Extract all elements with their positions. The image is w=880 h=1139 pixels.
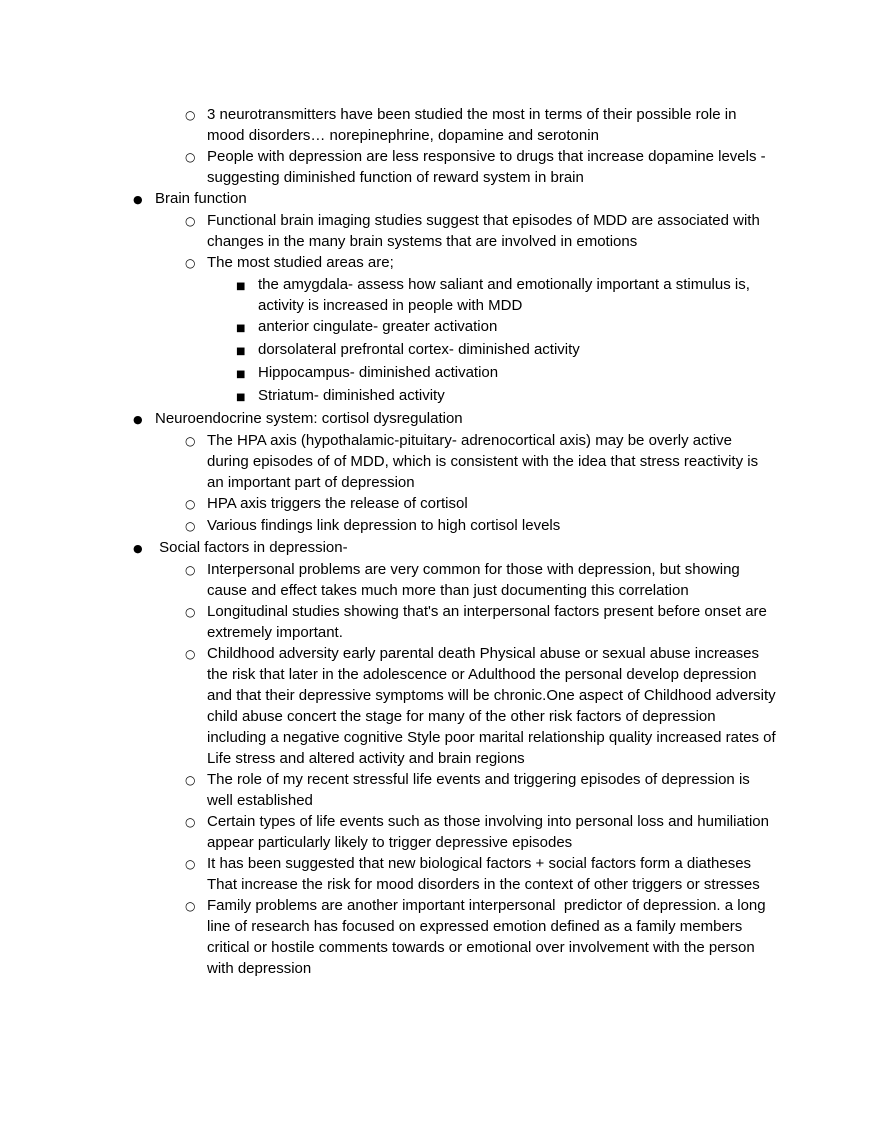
list-item — [0, 408, 776, 430]
list-item-text: People with depression are less responsive to drugs that increase dopamine levels - suggesting diminished function of reward system in brain — [207, 148, 770, 186]
list-item — [0, 601, 776, 643]
disc-bullet-icon: ● — [133, 542, 143, 555]
list-item-text: the amygdala- assess how saliant and emotionally important a stimulus is, activity is increased in people with MDD — [258, 276, 755, 314]
square-bullet-icon: ■ — [236, 346, 246, 357]
list-item-text: HPA axis triggers the release of cortisol — [207, 495, 468, 512]
list-item-text: The role of my recent stressful life events and triggering episodes of depression is well established — [207, 771, 754, 809]
list-item — [0, 252, 776, 274]
list-item-text: dorsolateral prefrontal cortex- diminished activity — [258, 341, 580, 358]
square-bullet-icon: ■ — [236, 369, 246, 380]
list-item-text: Functional brain imaging studies suggest that episodes of MDD are associated with changes in the many brain systems that are involved in emotions — [207, 212, 764, 250]
circle-bullet-icon: ○ — [185, 519, 196, 533]
list-item — [0, 146, 776, 188]
list-item-text: The HPA axis (hypothalamic-pituitary- adrenocortical axis) may be overly active during episodes of of MDD, which is consistent with the idea that stress reactivity is an important part of depression — [207, 432, 763, 491]
circle-bullet-icon: ○ — [185, 899, 196, 913]
list-item — [0, 853, 776, 895]
list-item-text: It has been suggested that new biological factors + social factors form a diatheses That increase the risk for mood disorders in the context of other triggers or stresses — [207, 855, 760, 893]
circle-bullet-icon: ○ — [185, 857, 196, 871]
list-item — [0, 104, 776, 146]
list-item — [0, 362, 776, 385]
list-item — [0, 210, 776, 252]
list-item-text: 3 neurotransmitters have been studied the most in terms of their possible role in mood disorders… norepinephrine, dopamine and serotonin — [207, 106, 741, 144]
list-item-text: Interpersonal problems are very common for those with depression, but showing cause and effect takes much more than just documenting this correlation — [207, 561, 744, 599]
disc-bullet-icon: ● — [133, 193, 143, 206]
list-item-text: Neuroendocrine system: cortisol dysregulation — [155, 410, 463, 427]
list-item-text: The most studied areas are; — [207, 254, 394, 271]
list-item — [0, 493, 776, 515]
circle-bullet-icon: ○ — [185, 108, 196, 122]
circle-bullet-icon: ○ — [185, 815, 196, 829]
list-item-text: Family problems are another important interpersonal predictor of depression. a long line of research has focused on expressed emotion defined as a family members critical or hostile comments towards or emotional over involvement with the person with depression — [207, 897, 770, 977]
list-item — [0, 430, 776, 493]
list-item-text: Various findings link depression to high cortisol levels — [207, 517, 561, 534]
list-item — [0, 339, 776, 362]
list-item — [0, 895, 776, 979]
list-item — [0, 559, 776, 601]
list-item — [0, 188, 776, 210]
square-bullet-icon: ■ — [236, 281, 246, 292]
list-item — [0, 274, 776, 316]
circle-bullet-icon: ○ — [185, 434, 196, 448]
list-item-text: Striatum- diminished activity — [258, 387, 445, 404]
list-item-text: Hippocampus- diminished activation — [258, 364, 499, 381]
disc-bullet-icon: ● — [133, 413, 143, 426]
circle-bullet-icon: ○ — [185, 647, 196, 661]
list-item — [0, 316, 776, 339]
list-item-text: Childhood adversity early parental death Physical abuse or sexual abuse increases the risk that later in the adolescence or Adulthood the personal develop depression and that their depressive symptoms will be chronic.One aspect of Childhood adversity child abuse concert the stage for many of the other risk factors of depression including a negative cognitive Style poor marital relationship quality increased rates of Life stress and altered activity and brain regions — [207, 645, 780, 767]
circle-bullet-icon: ○ — [185, 497, 196, 511]
list-item — [0, 811, 776, 853]
circle-bullet-icon: ○ — [185, 773, 196, 787]
circle-bullet-icon: ○ — [185, 214, 196, 228]
list-item — [0, 537, 776, 559]
circle-bullet-icon: ○ — [185, 256, 196, 270]
list-item — [0, 385, 776, 408]
list-item-text: Brain function — [155, 190, 247, 207]
list-item-text: anterior cingulate- greater activation — [258, 318, 498, 335]
list-item-text: Certain types of life events such as those involving into personal loss and humiliation appear particularly likely to trigger depressive episodes — [207, 813, 774, 851]
list-item — [0, 515, 776, 537]
list-item-text: Social factors in depression- — [155, 539, 348, 556]
square-bullet-icon: ■ — [236, 392, 246, 403]
list-item — [0, 643, 780, 769]
list-item-text: Longitudinal studies showing that's an interpersonal factors present before onset are extremely important. — [207, 603, 772, 641]
circle-bullet-icon: ○ — [185, 563, 196, 577]
circle-bullet-icon: ○ — [185, 605, 196, 619]
notes-list — [0, 104, 780, 979]
circle-bullet-icon: ○ — [185, 150, 196, 164]
square-bullet-icon: ■ — [236, 323, 246, 334]
list-item — [0, 769, 776, 811]
